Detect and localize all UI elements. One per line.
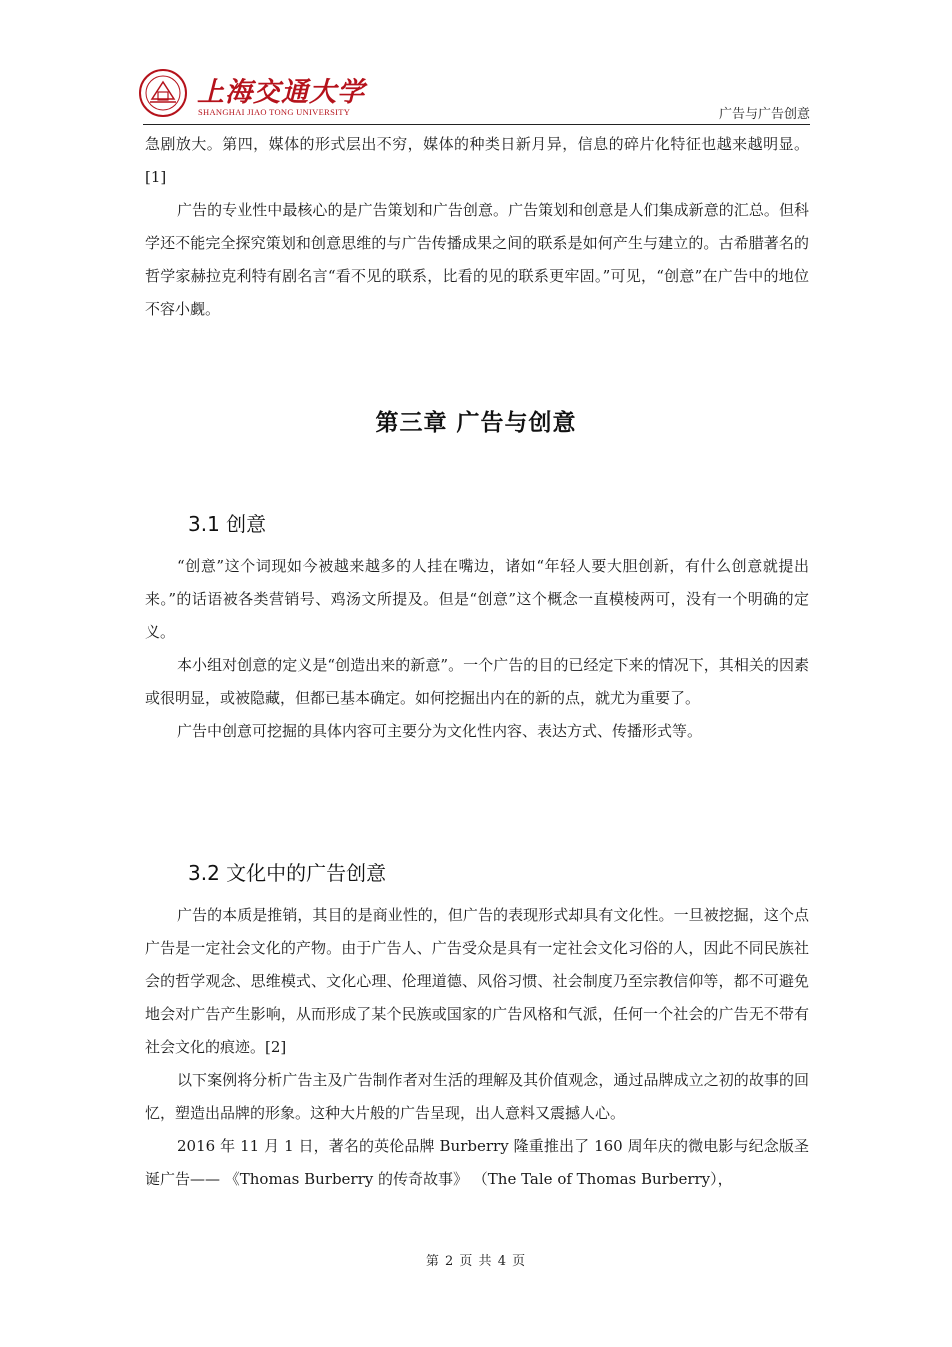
university-seal-icon (138, 68, 188, 118)
section1-body (145, 550, 809, 748)
logo-text-cn: 上海交通大学 (197, 77, 365, 108)
section-heading: 3.2 文化中的广告创意 (188, 861, 387, 885)
section2-body (145, 899, 809, 1196)
chapter-title: 第三章 广告与创意 (375, 410, 577, 436)
paragraph: 本小组对创意的定义是“创造出来的新意”。一个广告的目的已经定下来的情况下，其相关的因素或很明显，或被隐藏，但都已基本确定。如何挖掘出内在的新的点，就尤为重要了。 (145, 656, 809, 707)
page-footer: 第 2 页 共 4 页 (425, 1254, 527, 1269)
running-title: 广告与广告创意 (718, 107, 810, 122)
opening-text (145, 128, 809, 326)
paragraph: 2016 年 11 月 1 日，著名的英伦品牌 Burberry 隆重推出了 160 周年庆的微电影与纪念版圣诞广告—— 《Thomas Burberry 的传奇故事》 （The Tale of Thomas Burberry）， (145, 1137, 809, 1188)
paragraph: “创意”这个词现如今被越来越多的人挂在嘴边，诸如“年轻人要大胆创新，有什么创意就提出来。”的话语被各类营销号、鸡汤文所提及。但是“创意”这个概念一直模棱两可，没有一个明确的定义。 (145, 557, 809, 641)
paragraph: 急剧放大。第四，媒体的形式层出不穷，媒体的种类日新月异，信息的碎片化特征也越来越明显。[1] (145, 135, 809, 186)
logo-text-en: SHANGHAI JIAO TONG UNIVERSITY (198, 107, 351, 117)
paragraph: 以下案例将分析广告主及广告制作者对生活的理解及其价值观念，通过品牌成立之初的故事的回忆，塑造出品牌的形象。这种大片般的广告呈现，出人意料又震撼人心。 (145, 1071, 809, 1122)
page-header (143, 66, 810, 125)
paragraph: 广告的专业性中最核心的是广告策划和广告创意。广告策划和创意是人们集成新意的汇总。但科学还不能完全探究策划和创意思维的与广告传播成果之间的联系是如何产生与建立的。古希腊著名的哲学家赫拉克利特有剧名言“看不见的联系，比看的见的联系更牢固。”可见，“创意”在广告中的地位不容小觑。 (145, 201, 809, 318)
section-heading: 3.1 创意 (188, 512, 267, 536)
paragraph: 广告中创意可挖掘的具体内容可主要分为文化性内容、表达方式、传播形式等。 (177, 722, 703, 740)
paragraph: 广告的本质是推销，其目的是商业性的，但广告的表现形式却具有文化性。一旦被挖掘，这个点广告是一定社会文化的产物。由于广告人、广告受众是具有一定社会文化习俗的人，因此不同民族社会的哲学观念、思维模式、文化心理、伦理道德、风俗习惯、社会制度乃至宗教信仰等，都不可避免地会对广告产生影响，从而形成了某个民族或国家的广告风格和气派，任何一个社会的广告无不带有社会文化的痕迹。[2] (145, 906, 809, 1056)
